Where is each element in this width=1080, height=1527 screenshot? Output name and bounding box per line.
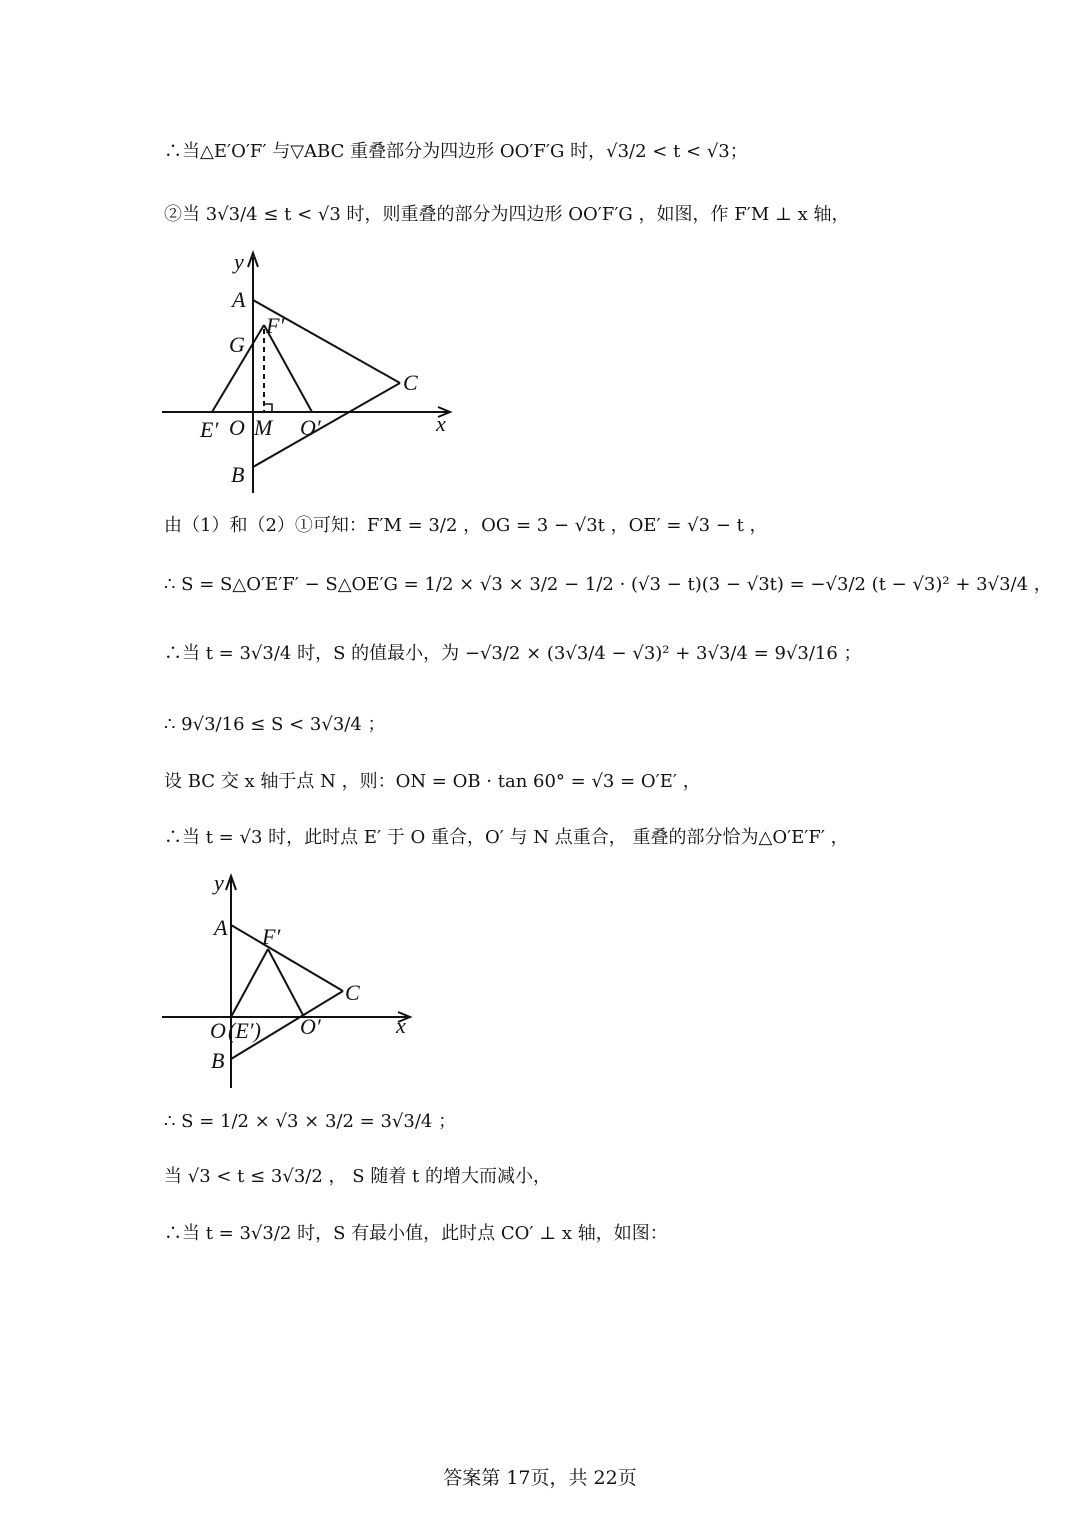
line-4: ∴ S = S△O′E′F′ − S△OE′G = 1/2 × √3 × 3/2 − 1/2 · (√3 − t)(3 − √3t) = −√3/2 (t − √3)² + 3√3/4 ，: [164, 574, 1052, 595]
label-O: O: [210, 1018, 226, 1043]
segment-OF: [231, 949, 268, 1017]
label-A: A: [214, 915, 228, 940]
line-2: ②当 3√3/4 ≤ t < √3 时，则重叠的部分为四边形 OO′F′G ，如图，作 F′M ⊥ x 轴，: [164, 204, 850, 225]
label-A: A: [232, 287, 246, 312]
line-3: 由（1）和（2）①可知：F′M = 3/2 ，OG = 3 − √3t ，OE′ = √3 − t ，: [164, 515, 768, 536]
label-C: C: [345, 980, 360, 1005]
segment-AC: [231, 925, 343, 991]
label-O: O: [229, 415, 245, 440]
line-1: ∴当△E′O′F′ 与▽ABC 重叠部分为四边形 OO′F′G 时，√3/2 < t < √3；: [164, 141, 748, 162]
figure-1: [150, 245, 470, 500]
label-F: F′: [266, 313, 285, 338]
label-F: F′: [262, 924, 281, 949]
label-E: E′: [200, 417, 219, 442]
label-O2: O′: [300, 415, 321, 440]
line-9: ∴ S = 1/2 × √3 × 3/2 = 3√3/4 ；: [164, 1111, 457, 1132]
figure-2: [150, 868, 430, 1093]
label-O2: O′: [300, 1014, 321, 1039]
label-C: C: [403, 370, 418, 395]
line-6: ∴ 9√3/16 ≤ S < 3√3/4 ；: [164, 714, 386, 735]
line-11: ∴当 t = 3√3/2 时，S 有最小值，此时点 CO′ ⊥ x 轴，如图：: [164, 1223, 668, 1244]
label-y: y: [234, 249, 244, 274]
segment-BC: [253, 383, 400, 467]
label-G: G: [229, 332, 245, 357]
label-x: x: [436, 411, 446, 436]
segment-FO2: [268, 949, 304, 1017]
segment-FO: [264, 325, 312, 412]
right-angle-mark: [264, 404, 272, 412]
label-B: B: [231, 462, 245, 487]
line-7: 设 BC 交 x 轴于点 N ，则：ON = OB · tan 60° = √3 = O′E′ ，: [164, 771, 701, 792]
line-10: 当 √3 < t ≤ 3√3/2 ， S 随着 t 的增大而减小，: [164, 1166, 551, 1187]
label-x: x: [396, 1013, 406, 1038]
line-5: ∴当 t = 3√3/4 时，S 的值最小，为 −√3/2 × (3√3/4 − √3)² + 3√3/4 = 9√3/16 ；: [164, 643, 862, 664]
label-M: M: [254, 415, 273, 440]
label-E: (E′): [228, 1018, 261, 1043]
line-8: ∴当 t = √3 时，此时点 E′ 于 O 重合，O′ 与 N 点重合， 重叠的部分恰为△O′E′F′ ，: [164, 827, 849, 848]
label-B: B: [211, 1048, 225, 1073]
label-y: y: [214, 870, 224, 895]
page-footer: 答案第 17页，共 22页: [443, 1467, 637, 1489]
